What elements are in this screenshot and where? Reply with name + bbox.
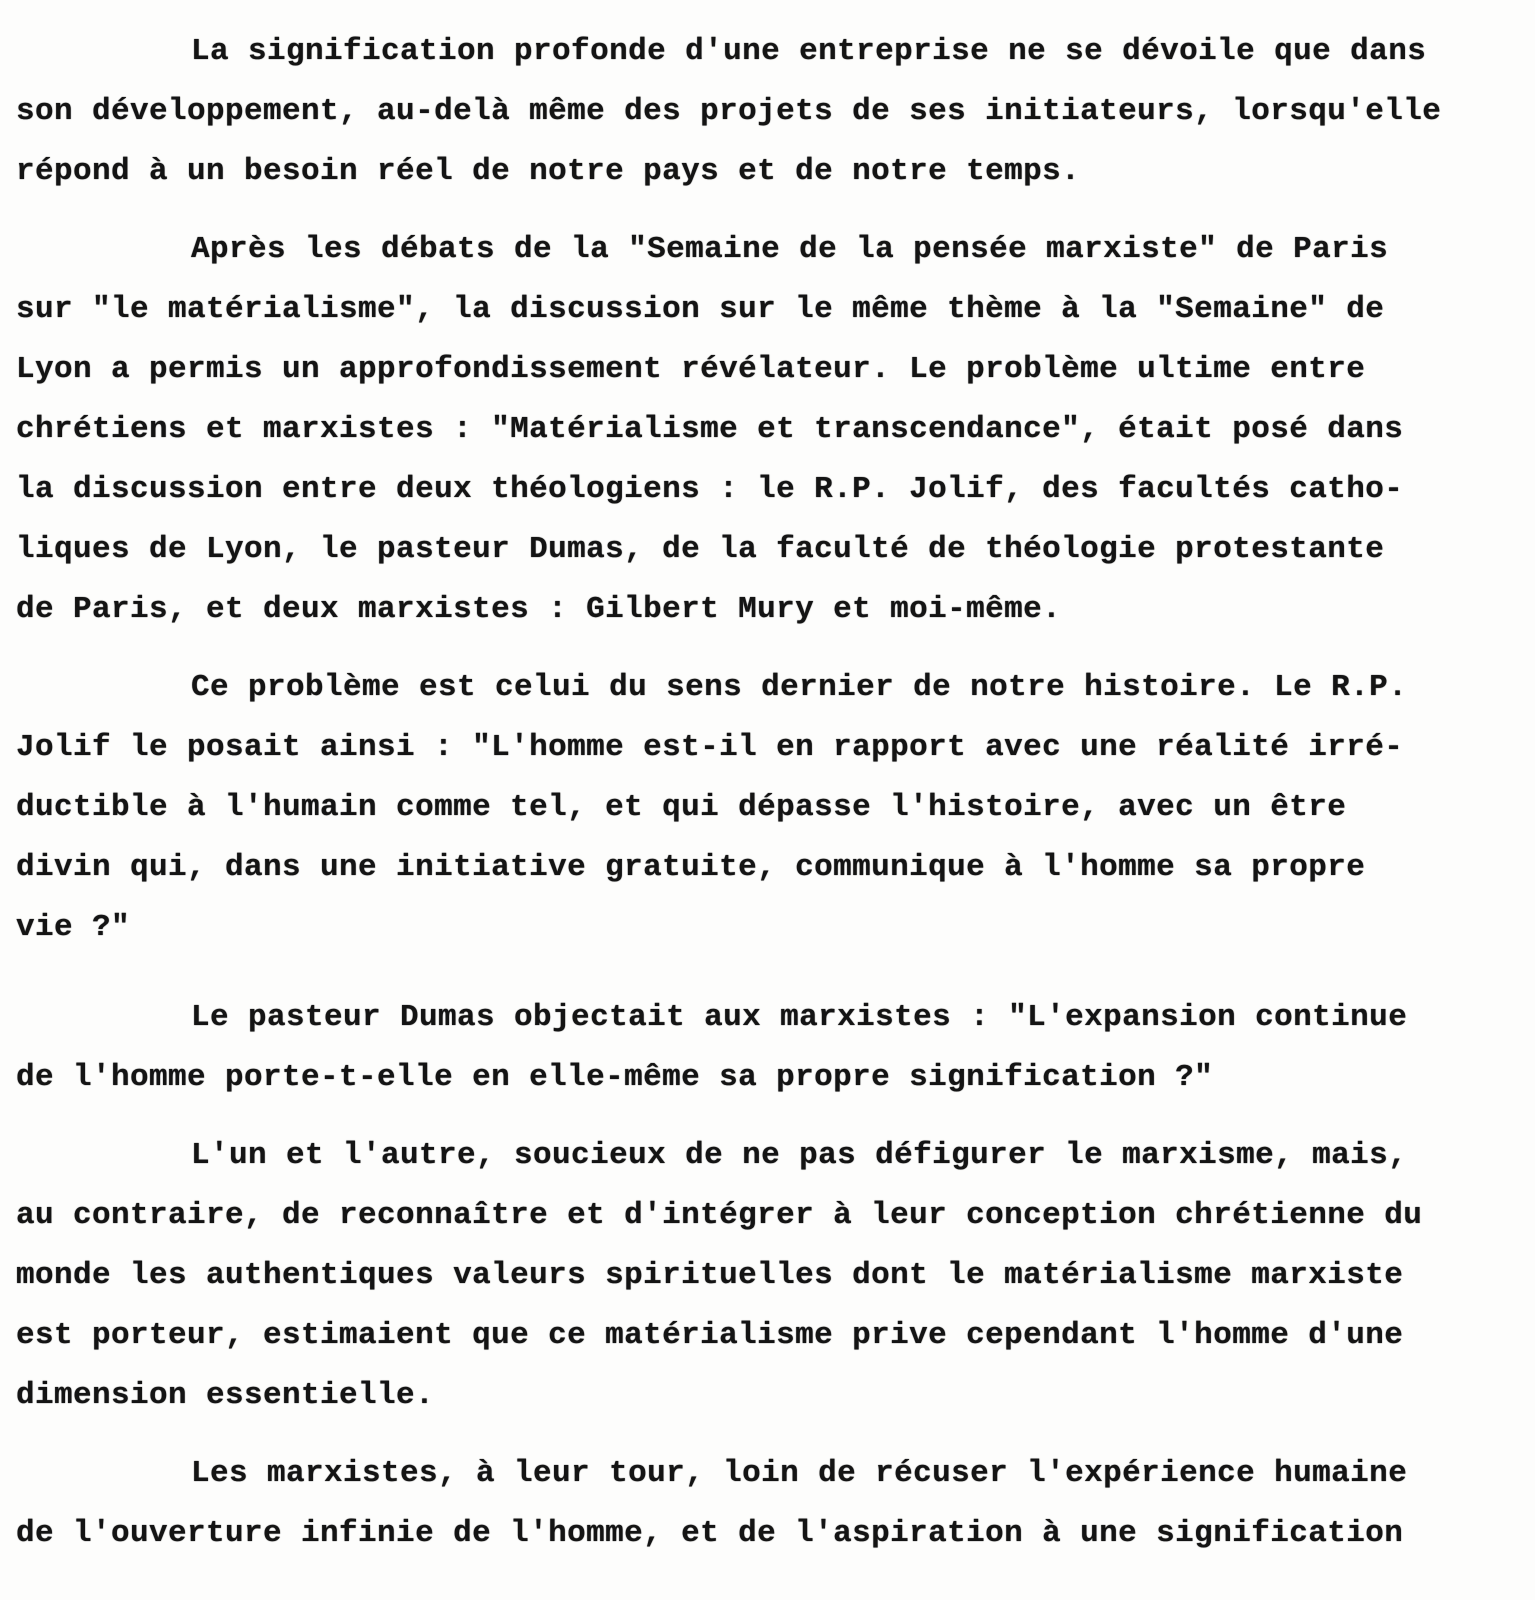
text-line: répond à un besoin réel de notre pays et de notre temps. (16, 154, 1081, 189)
text-line: Les marxistes, à leur tour, loin de récuser l'expérience humaine (191, 1456, 1408, 1491)
text-line: Ce problème est celui du sens dernier de notre histoire. Le R.P. (191, 670, 1408, 705)
text-line: L'un et l'autre, soucieux de ne pas défigurer le marxisme, mais, (191, 1138, 1408, 1173)
text-line: sur "le matérialisme", la discussion sur le même thème à la "Semaine" de (16, 292, 1385, 327)
paragraph-4 (16, 988, 1516, 1108)
text-line: au contraire, de reconnaître et d'intégrer à leur conception chrétienne du (16, 1198, 1423, 1233)
text-line: Après les débats de la "Semaine de la pensée marxiste" de Paris (191, 232, 1389, 267)
text-line: vie ?" (16, 910, 131, 945)
text-line: la discussion entre deux théologiens : le R.P. Jolif, des facultés catho- (16, 472, 1404, 507)
paragraph-2 (16, 220, 1516, 640)
text-line: liques de Lyon, le pasteur Dumas, de la faculté de théologie protestante (16, 532, 1385, 567)
text-line: de l'homme porte-t-elle en elle-même sa propre signification ?" (16, 1060, 1214, 1095)
text-line: La signification profonde d'une entreprise ne se dévoile que dans (191, 34, 1427, 69)
text-line: chrétiens et marxistes : "Matérialisme et transcendance", était posé dans (16, 412, 1404, 447)
text-line: de l'ouverture infinie de l'homme, et de l'aspiration à une signification (16, 1516, 1404, 1551)
paragraph-6 (16, 1444, 1516, 1564)
paragraph-5 (16, 1126, 1516, 1426)
paragraph-1 (16, 22, 1516, 202)
text-line: est porteur, estimaient que ce matérialisme prive cependant l'homme d'une (16, 1318, 1404, 1353)
document-body (16, 22, 1516, 1582)
paragraph-3 (16, 658, 1516, 958)
text-line: son développement, au-delà même des projets de ses initiateurs, lorsqu'elle (16, 94, 1442, 129)
text-line: Le pasteur Dumas objectait aux marxistes : "L'expansion continue (191, 1000, 1408, 1035)
text-line: Jolif le posait ainsi : "L'homme est-il en rapport avec une réalité irré- (16, 730, 1404, 765)
text-line: Lyon a permis un approfondissement révélateur. Le problème ultime entre (16, 352, 1366, 387)
text-line: ductible à l'humain comme tel, et qui dépasse l'histoire, avec un être (16, 790, 1347, 825)
text-line: monde les authentiques valeurs spirituelles dont le matérialisme marxiste (16, 1258, 1404, 1293)
text-line: divin qui, dans une initiative gratuite, communique à l'homme sa propre (16, 850, 1366, 885)
text-line: dimension essentielle. (16, 1378, 435, 1413)
text-line: de Paris, et deux marxistes : Gilbert Mury et moi-même. (16, 592, 1062, 627)
